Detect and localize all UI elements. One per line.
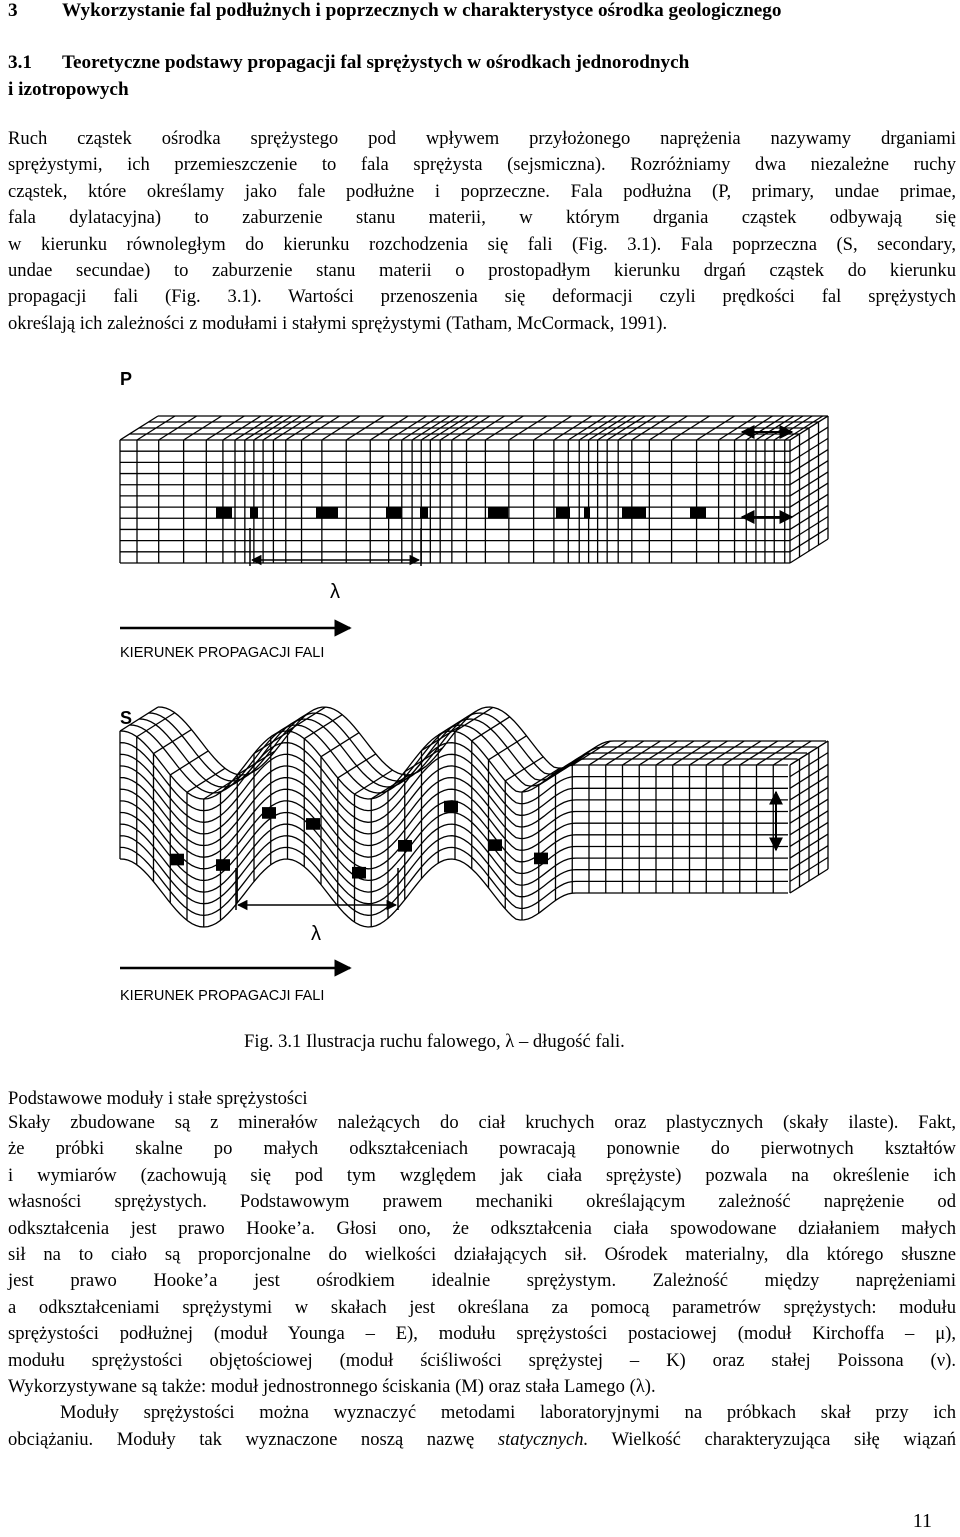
grid-line xyxy=(740,741,778,765)
grid-line xyxy=(120,778,788,846)
grid-line xyxy=(139,719,807,787)
grid-line xyxy=(120,766,788,834)
grid-line xyxy=(286,416,324,440)
grid-line xyxy=(389,416,427,440)
grid-line xyxy=(735,416,773,440)
grid-line xyxy=(187,768,225,792)
grid-line xyxy=(556,748,594,772)
grid-line xyxy=(568,416,606,440)
grid-line xyxy=(120,801,788,869)
grid-line xyxy=(120,847,788,915)
grid-line xyxy=(673,741,711,765)
grid-line xyxy=(790,741,828,765)
grid-line xyxy=(607,416,645,440)
grid-line xyxy=(184,416,222,440)
body-line: Moduły sprężystości można wyznaczyć metodami laboratoryjnymi na próbkach skał przy ich xyxy=(60,1402,956,1424)
grid-line xyxy=(790,505,828,529)
grid-line xyxy=(355,770,393,794)
grid-line xyxy=(120,824,788,892)
section-title-line1: Teoretyczne podstawy propagacji fal sprężystych w ośrodkach jednorodnych xyxy=(62,52,690,73)
grid-line xyxy=(271,713,309,737)
grid-line xyxy=(756,416,794,440)
grid-line xyxy=(137,416,175,440)
grid-line xyxy=(690,741,728,765)
grid-line xyxy=(790,416,828,440)
body-line: i wymiarów (zachowują się pod tym względem jak ciała sprężyste) pozwala na określenie ich xyxy=(8,1164,956,1186)
section-title-line2: i izotropowych xyxy=(8,79,129,100)
intro-line: propagacji fali (Fig. 3.1). Wartości przenoszenia się deformacji czyli prędkości fal sprężystych xyxy=(8,286,956,308)
particle-cell xyxy=(262,807,276,819)
grid-line xyxy=(149,713,817,781)
grid-line xyxy=(405,748,443,772)
grid-line xyxy=(534,416,572,440)
grid-line xyxy=(790,416,828,440)
grid-line xyxy=(489,736,527,760)
particle-cell xyxy=(216,859,230,871)
grid-line xyxy=(790,788,828,812)
grid-line xyxy=(120,836,788,904)
grid-line xyxy=(472,717,510,741)
grid-line xyxy=(773,741,811,765)
body-line: własności sprężystych. Podstawowym prawem mechaniki określającym zależność naprężenie od xyxy=(8,1191,956,1213)
body-line xyxy=(8,1427,956,1453)
particle-cell xyxy=(306,818,320,830)
grid-line xyxy=(120,731,788,799)
intro-line: określają ich zależności z modułami i stałymi sprężystymi (Tatham, McCormack, 1991). xyxy=(8,312,668,334)
grid-line xyxy=(790,528,828,552)
grid-line xyxy=(452,416,490,440)
grid-line xyxy=(790,753,828,777)
grid-line xyxy=(639,741,677,765)
particle-cell xyxy=(690,507,706,518)
grid-line xyxy=(672,416,710,440)
particle-cell xyxy=(170,854,184,866)
grid-line xyxy=(120,754,788,822)
grid-line xyxy=(790,741,828,765)
s-label: S xyxy=(120,708,133,728)
grid-line xyxy=(346,416,384,440)
s-grid xyxy=(120,707,828,927)
grid-line xyxy=(598,416,636,440)
grid-line xyxy=(412,416,450,440)
grid-line xyxy=(206,416,244,440)
grid-line xyxy=(539,761,577,785)
grid-line xyxy=(170,751,208,775)
particle-cell xyxy=(352,867,366,879)
grid-line xyxy=(137,713,175,737)
grid-line xyxy=(649,416,687,440)
particle-cell xyxy=(444,801,458,813)
p-direction-label: KIERUNEK PROPAGACJI FALI xyxy=(120,645,325,661)
grid-line xyxy=(371,775,409,799)
grid-line xyxy=(719,416,757,440)
section-heading-cont xyxy=(8,77,129,103)
body-text: Wielkość charakteryzująca siłę wiązań xyxy=(588,1428,956,1450)
body-line: Wykorzystywane są także: moduł jednostronnego ściskania (M) oraz stała Lamego (λ). xyxy=(8,1376,656,1398)
grid-line xyxy=(455,707,493,731)
grid-line xyxy=(790,869,828,893)
particle-cell xyxy=(250,507,258,518)
grid-line xyxy=(790,776,828,800)
grid-line xyxy=(402,416,440,440)
grid-line xyxy=(485,416,523,440)
grid-line xyxy=(120,707,158,731)
grid-line xyxy=(785,416,823,440)
grid-line xyxy=(790,857,828,881)
intro-line: fala dylatacyjna) to zaburzenie stanu materii, w którym drgania cząstek odbywają się xyxy=(8,207,956,229)
body-emphasis: statycznych. xyxy=(497,1428,589,1450)
grid-line xyxy=(572,741,610,765)
grid-line xyxy=(774,416,812,440)
grid-line xyxy=(632,416,670,440)
s-wave-block xyxy=(120,707,828,1004)
grid-line xyxy=(790,799,828,823)
body-line: sił na to ciało są proporcjonalne do wielkości działających sił. Ośrodek materialny, dla którego słuszne xyxy=(8,1244,956,1266)
body-line: sprężystości podłużnej (moduł Younga – E), modułu sprężystości postaciowej (moduł Kirchoffa – μ), xyxy=(8,1323,956,1345)
chapter-title: Wykorzystanie fal podłużnych i poprzecznych w charakterystyce ośrodka geologicznego xyxy=(62,0,782,21)
grid-line xyxy=(589,416,627,440)
grid-line xyxy=(790,822,828,846)
grid-line xyxy=(589,741,627,765)
p-lambda: λ xyxy=(330,581,340,603)
grid-line xyxy=(438,711,476,735)
body-line: Skały zbudowane są z minerałów należących do ciał kruchych oraz plastycznych (skały ilaste). Fakt, xyxy=(8,1112,956,1133)
grid-line xyxy=(618,416,656,440)
grid-line xyxy=(522,768,560,792)
intro-line: Ruch cząstek ośrodka sprężystego pod wpływem przyłożonego naprężenia nazywamy drganiami xyxy=(8,128,956,149)
grid-line xyxy=(509,416,547,440)
intro-line: w kierunku równoległym do kierunku rozchodzenia się fali (Fig. 3.1). Fala poprzeczna (S, secondary, xyxy=(8,233,956,255)
grid-line xyxy=(554,416,592,440)
grid-line xyxy=(120,859,788,927)
grid-line xyxy=(790,483,828,507)
grid-line xyxy=(505,757,543,781)
grid-line xyxy=(656,741,694,765)
particle-cell xyxy=(420,507,428,518)
body-line: że próbki skalne po małych odkształceniach powracają ponownie do pierwotnych kształtów xyxy=(8,1138,956,1160)
grid-line xyxy=(245,416,283,440)
grid-line xyxy=(120,789,788,857)
particle-cell xyxy=(316,507,338,518)
particle-cell xyxy=(488,507,508,518)
grid-line xyxy=(204,775,242,799)
chapter-heading xyxy=(8,0,781,24)
grid-line xyxy=(790,764,828,788)
grid-line xyxy=(723,741,761,765)
particle-cell xyxy=(534,853,548,865)
grid-line xyxy=(790,427,828,451)
p-wave-block xyxy=(120,369,828,661)
particle-cell xyxy=(398,840,412,852)
grid-line xyxy=(790,472,828,496)
body-text: obciążaniu. Moduły tak wyznaczone noszą nazwę xyxy=(8,1428,498,1450)
grid-line xyxy=(790,438,828,462)
chapter-number: 3 xyxy=(8,0,18,21)
grid-line xyxy=(322,416,360,440)
figure-caption: Fig. 3.1 Ilustracja ruchu falowego, λ – długość fali. xyxy=(244,1031,625,1052)
grid-line xyxy=(430,416,468,440)
grid-line xyxy=(254,730,292,754)
grid-line xyxy=(120,416,158,440)
particle-cell xyxy=(584,507,590,518)
intro-line: sprężystymi, ich przemieszczenie to fala sprężysta (sejsmiczna). Rozróżniamy dwa niezależne ruchy xyxy=(8,154,956,176)
grid-line xyxy=(288,707,326,731)
grid-line xyxy=(221,768,259,792)
particle-cell xyxy=(622,507,646,518)
grid-line xyxy=(790,450,828,474)
grid-line xyxy=(790,811,828,835)
grid-line xyxy=(706,741,744,765)
grid-line xyxy=(466,416,504,440)
grid-line xyxy=(254,416,292,440)
grid-line xyxy=(263,416,301,440)
grid-line xyxy=(697,416,735,440)
grid-line xyxy=(790,461,828,485)
grid-line xyxy=(440,416,478,440)
grid-line xyxy=(304,715,342,739)
intro-line: cząstek, które określamy jako fale podłużne i poprzeczne. Fala podłużna (P, primary, undae primae, xyxy=(8,180,956,202)
body-line: odkształcenia jest prawo Hooke’a. Głosi ono, że odkształcenia ciała spowodowane działaniem małych xyxy=(8,1217,956,1239)
grid-line xyxy=(154,730,192,754)
intro-paragraph xyxy=(8,126,956,337)
p-grid xyxy=(120,416,828,563)
particle-cell xyxy=(488,839,502,851)
grid-line xyxy=(120,813,788,881)
grid-line xyxy=(790,834,828,858)
s-direction-label: KIERUNEK PROPAGACJI FALI xyxy=(120,988,325,1004)
section-number: 3.1 xyxy=(8,52,32,73)
grid-line xyxy=(302,416,340,440)
grid-line xyxy=(422,727,460,751)
grid-line xyxy=(790,846,828,870)
grid-line xyxy=(273,416,311,440)
p-label: P xyxy=(120,369,133,389)
section-heading xyxy=(8,50,689,76)
body-line: a odkształceniami sprężystymi w skałach jest określana za pomocą parametrów sprężystych: modułu xyxy=(8,1296,956,1318)
grid-line xyxy=(158,707,826,775)
particle-cell xyxy=(216,507,232,518)
grid-line xyxy=(388,766,426,790)
grid-line xyxy=(757,741,795,765)
page-number: 11 xyxy=(912,1510,932,1532)
grid-line xyxy=(370,416,408,440)
particle-cell xyxy=(556,507,570,518)
grid-line xyxy=(765,416,803,440)
grid-line xyxy=(579,416,617,440)
s-lambda: λ xyxy=(311,923,321,945)
grid-line xyxy=(130,725,798,793)
grid-line xyxy=(223,416,261,440)
grid-line xyxy=(235,416,273,440)
grid-line xyxy=(120,743,788,811)
grid-line xyxy=(623,741,661,765)
grid-line xyxy=(338,754,376,778)
grid-line xyxy=(746,416,784,440)
body-paragraph xyxy=(8,1110,956,1453)
intro-line: undae secundae) to zaburzenie stanu materii o prostopadłym kierunku drgań cząstek do kierunku xyxy=(8,260,956,282)
grid-line xyxy=(159,416,197,440)
particle-cell xyxy=(386,507,402,518)
grid-line xyxy=(321,733,359,757)
grid-line xyxy=(790,494,828,518)
body-line: jest prawo Hooke’a jest ośrodkiem idealnie sprężystym. Zależność między naprężeniami xyxy=(8,1270,956,1292)
grid-line xyxy=(790,539,828,563)
subsection-title: Podstawowe moduły i stałe sprężystości xyxy=(8,1088,308,1109)
grid-line xyxy=(421,416,459,440)
grid-line xyxy=(790,517,828,541)
grid-line xyxy=(606,741,644,765)
body-line: modułu sprężystości objętościowej (moduł ściśliwości sprężystej – K) oraz stałej Poissona (ν). xyxy=(8,1349,956,1371)
grid-line xyxy=(237,751,275,775)
